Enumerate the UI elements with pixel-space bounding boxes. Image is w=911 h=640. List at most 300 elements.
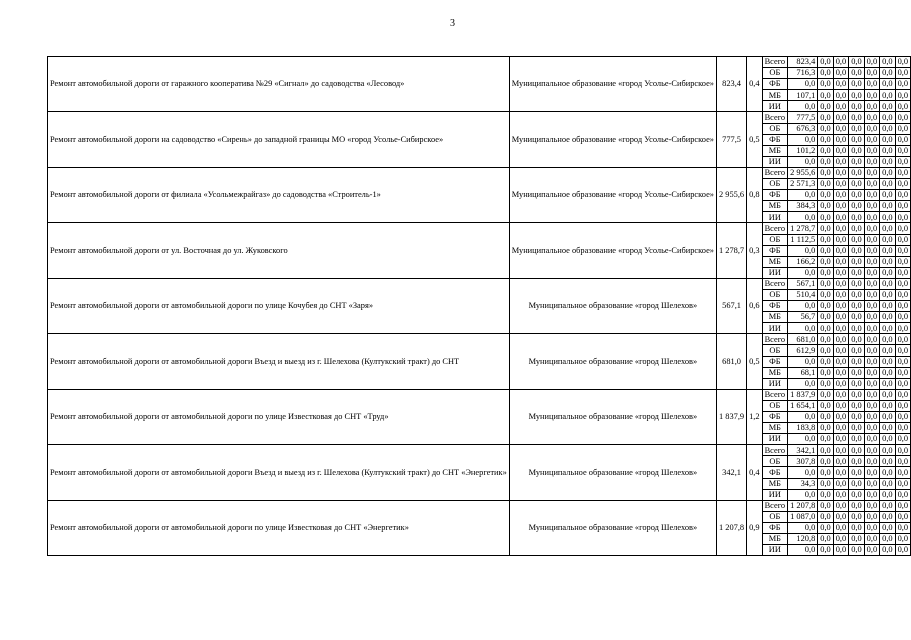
year-amount: 0,0 [864,167,879,178]
year-amount: 0,0 [864,134,879,145]
funding-source: ФБ [762,522,788,533]
year-amount: 0,0 [864,423,879,434]
year-amount: 0,0 [833,201,848,212]
year-amount: 0,0 [818,201,833,212]
year-amount: 0,0 [833,145,848,156]
year-amount: 0,0 [833,301,848,312]
project-org: Муниципальное образование «город Шелехов» [509,389,716,444]
year-amount: 0,0 [895,245,910,256]
funding-source: МБ [762,256,788,267]
project-total: 1 278,7 [716,223,746,278]
year-amount: 0,0 [833,534,848,545]
year-amount: 0,0 [864,301,879,312]
year-amount: 0,0 [864,179,879,190]
year-amount: 0,0 [818,278,833,289]
funding-amount: 0,0 [788,156,818,167]
funding-source: ОБ [762,234,788,245]
funding-source: МБ [762,534,788,545]
year-amount: 0,0 [895,234,910,245]
project-total: 823,4 [716,57,746,112]
funding-source: ИИ [762,101,788,112]
project-name: Ремонт автомобильной дороги от ул. Восточная до ул. Жуковского [48,223,510,278]
year-amount: 0,0 [849,101,864,112]
year-amount: 0,0 [833,400,848,411]
year-amount: 0,0 [895,156,910,167]
funding-source: МБ [762,145,788,156]
funding-amount: 823,4 [788,57,818,68]
year-amount: 0,0 [895,445,910,456]
funding-amount: 0,0 [788,434,818,445]
year-amount: 0,0 [864,545,879,556]
year-amount: 0,0 [880,345,895,356]
year-amount: 0,0 [818,323,833,334]
year-amount: 0,0 [849,445,864,456]
year-amount: 0,0 [880,423,895,434]
year-amount: 0,0 [833,467,848,478]
year-amount: 0,0 [818,101,833,112]
year-amount: 0,0 [849,522,864,533]
funding-amount: 2 955,6 [788,167,818,178]
project-length: 0,8 [747,167,762,222]
year-amount: 0,0 [864,378,879,389]
year-amount: 0,0 [895,101,910,112]
year-amount: 0,0 [818,145,833,156]
year-amount: 0,0 [818,79,833,90]
year-amount: 0,0 [895,323,910,334]
year-amount: 0,0 [818,179,833,190]
year-amount: 0,0 [895,223,910,234]
year-amount: 0,0 [833,156,848,167]
project-org: Муниципальное образование «город Усолье-Сибирское» [509,57,716,112]
funding-source: МБ [762,478,788,489]
funding-source: Всего [762,112,788,123]
year-amount: 0,0 [818,267,833,278]
year-amount: 0,0 [833,378,848,389]
year-amount: 0,0 [818,312,833,323]
year-amount: 0,0 [818,90,833,101]
year-amount: 0,0 [818,400,833,411]
year-amount: 0,0 [833,90,848,101]
year-amount: 0,0 [864,412,879,423]
year-amount: 0,0 [833,434,848,445]
project-org: Муниципальное образование «город Усолье-Сибирское» [509,167,716,222]
funding-amount: 676,3 [788,123,818,134]
year-amount: 0,0 [849,356,864,367]
funding-amount: 0,0 [788,545,818,556]
year-amount: 0,0 [849,323,864,334]
funding-amount: 0,0 [788,79,818,90]
year-amount: 0,0 [833,212,848,223]
year-amount: 0,0 [864,334,879,345]
year-amount: 0,0 [818,57,833,68]
year-amount: 0,0 [880,545,895,556]
year-amount: 0,0 [895,522,910,533]
year-amount: 0,0 [895,456,910,467]
year-amount: 0,0 [864,289,879,300]
year-amount: 0,0 [880,356,895,367]
funding-source: Всего [762,223,788,234]
funding-source: Всего [762,389,788,400]
year-amount: 0,0 [864,256,879,267]
project-org: Муниципальное образование «город Шелехов» [509,445,716,500]
funding-amount: 2 571,3 [788,179,818,190]
year-amount: 0,0 [880,412,895,423]
year-amount: 0,0 [895,68,910,79]
year-amount: 0,0 [849,245,864,256]
project-name: Ремонт автомобильной дороги от автомобильной дороги по улице Кочубея до СНТ «Заря» [48,278,510,333]
funding-amount: 68,1 [788,367,818,378]
year-amount: 0,0 [849,434,864,445]
year-amount: 0,0 [880,323,895,334]
funding-amount: 0,0 [788,489,818,500]
year-amount: 0,0 [895,301,910,312]
funding-amount: 0,0 [788,245,818,256]
year-amount: 0,0 [818,534,833,545]
year-amount: 0,0 [849,79,864,90]
funding-amount: 1 112,5 [788,234,818,245]
table-row [48,445,911,456]
year-amount: 0,0 [895,356,910,367]
project-org: Муниципальное образование «город Шелехов» [509,334,716,389]
funding-source: Всего [762,278,788,289]
year-amount: 0,0 [818,212,833,223]
year-amount: 0,0 [849,134,864,145]
year-amount: 0,0 [818,367,833,378]
year-amount: 0,0 [818,445,833,456]
funding-amount: 0,0 [788,267,818,278]
year-amount: 0,0 [833,57,848,68]
funding-source: ИИ [762,378,788,389]
table-row [48,278,911,289]
project-total: 777,5 [716,112,746,167]
year-amount: 0,0 [880,245,895,256]
year-amount: 0,0 [833,445,848,456]
project-length: 0,3 [747,223,762,278]
year-amount: 0,0 [849,234,864,245]
year-amount: 0,0 [880,367,895,378]
year-amount: 0,0 [864,57,879,68]
year-amount: 0,0 [818,434,833,445]
year-amount: 0,0 [880,90,895,101]
year-amount: 0,0 [833,68,848,79]
year-amount: 0,0 [833,522,848,533]
year-amount: 0,0 [880,112,895,123]
funding-amount: 777,5 [788,112,818,123]
year-amount: 0,0 [818,68,833,79]
year-amount: 0,0 [849,511,864,522]
year-amount: 0,0 [849,223,864,234]
funding-amount: 107,1 [788,90,818,101]
project-length: 0,5 [747,112,762,167]
year-amount: 0,0 [818,489,833,500]
year-amount: 0,0 [895,334,910,345]
year-amount: 0,0 [849,467,864,478]
project-org: Муниципальное образование «город Усолье-Сибирское» [509,112,716,167]
year-amount: 0,0 [833,478,848,489]
year-amount: 0,0 [849,167,864,178]
year-amount: 0,0 [833,278,848,289]
year-amount: 0,0 [864,445,879,456]
year-amount: 0,0 [880,123,895,134]
funding-source: ОБ [762,179,788,190]
project-total: 681,0 [716,334,746,389]
year-amount: 0,0 [833,367,848,378]
year-amount: 0,0 [864,234,879,245]
year-amount: 0,0 [895,190,910,201]
funding-source: ОБ [762,123,788,134]
year-amount: 0,0 [818,511,833,522]
year-amount: 0,0 [880,478,895,489]
year-amount: 0,0 [864,345,879,356]
year-amount: 0,0 [818,234,833,245]
funding-amount: 0,0 [788,356,818,367]
year-amount: 0,0 [864,112,879,123]
funding-source: ФБ [762,190,788,201]
year-amount: 0,0 [818,245,833,256]
funding-amount: 0,0 [788,101,818,112]
year-amount: 0,0 [818,256,833,267]
year-amount: 0,0 [864,456,879,467]
year-amount: 0,0 [818,123,833,134]
year-amount: 0,0 [880,445,895,456]
year-amount: 0,0 [818,223,833,234]
year-amount: 0,0 [880,167,895,178]
project-total: 1 837,9 [716,389,746,444]
year-amount: 0,0 [849,68,864,79]
year-amount: 0,0 [895,79,910,90]
year-amount: 0,0 [849,179,864,190]
year-amount: 0,0 [849,156,864,167]
year-amount: 0,0 [849,123,864,134]
table-row [48,389,911,400]
year-amount: 0,0 [864,190,879,201]
funding-amount: 0,0 [788,190,818,201]
year-amount: 0,0 [833,256,848,267]
year-amount: 0,0 [864,79,879,90]
year-amount: 0,0 [895,423,910,434]
year-amount: 0,0 [880,190,895,201]
year-amount: 0,0 [864,312,879,323]
year-amount: 0,0 [880,334,895,345]
project-name: Ремонт автомобильной дороги от филиала «Усольмежрайгаз» до садоводства «Строитель-1» [48,167,510,222]
year-amount: 0,0 [880,156,895,167]
year-amount: 0,0 [833,312,848,323]
project-total: 567,1 [716,278,746,333]
year-amount: 0,0 [864,212,879,223]
year-amount: 0,0 [849,57,864,68]
year-amount: 0,0 [895,134,910,145]
year-amount: 0,0 [864,267,879,278]
project-org: Муниципальное образование «город Усолье-Сибирское» [509,223,716,278]
year-amount: 0,0 [864,367,879,378]
year-amount: 0,0 [880,201,895,212]
funding-source: ФБ [762,245,788,256]
project-name: Ремонт автомобильной дороги от автомобильной дороги по улице Известковая до СНТ «Энергетик» [48,500,510,555]
year-amount: 0,0 [849,289,864,300]
year-amount: 0,0 [849,312,864,323]
funding-source: ИИ [762,545,788,556]
year-amount: 0,0 [864,389,879,400]
year-amount: 0,0 [895,467,910,478]
funding-amount: 0,0 [788,522,818,533]
funding-source: ФБ [762,467,788,478]
year-amount: 0,0 [849,145,864,156]
year-amount: 0,0 [895,123,910,134]
year-amount: 0,0 [880,489,895,500]
year-amount: 0,0 [818,134,833,145]
year-amount: 0,0 [849,256,864,267]
funding-source: ИИ [762,323,788,334]
year-amount: 0,0 [833,134,848,145]
year-amount: 0,0 [849,423,864,434]
year-amount: 0,0 [895,179,910,190]
funding-source: ИИ [762,156,788,167]
funding-amount: 342,1 [788,445,818,456]
year-amount: 0,0 [818,423,833,434]
year-amount: 0,0 [864,68,879,79]
year-amount: 0,0 [864,511,879,522]
year-amount: 0,0 [895,145,910,156]
year-amount: 0,0 [833,179,848,190]
year-amount: 0,0 [818,378,833,389]
year-amount: 0,0 [818,412,833,423]
year-amount: 0,0 [880,312,895,323]
funding-amount: 1 278,7 [788,223,818,234]
year-amount: 0,0 [818,289,833,300]
year-amount: 0,0 [895,489,910,500]
year-amount: 0,0 [833,545,848,556]
year-amount: 0,0 [864,201,879,212]
year-amount: 0,0 [818,112,833,123]
funding-amount: 0,0 [788,134,818,145]
funding-source: МБ [762,367,788,378]
year-amount: 0,0 [864,245,879,256]
project-length: 0,6 [747,278,762,333]
funding-amount: 0,0 [788,467,818,478]
year-amount: 0,0 [880,234,895,245]
year-amount: 0,0 [849,400,864,411]
year-amount: 0,0 [849,456,864,467]
year-amount: 0,0 [864,478,879,489]
page-number: 3 [450,18,455,29]
year-amount: 0,0 [864,145,879,156]
year-amount: 0,0 [849,545,864,556]
year-amount: 0,0 [833,511,848,522]
year-amount: 0,0 [880,57,895,68]
funding-source: Всего [762,445,788,456]
year-amount: 0,0 [880,500,895,511]
year-amount: 0,0 [864,356,879,367]
table-row [48,500,911,511]
year-amount: 0,0 [895,167,910,178]
year-amount: 0,0 [895,90,910,101]
funding-source: ФБ [762,79,788,90]
project-org: Муниципальное образование «город Шелехов» [509,500,716,555]
year-amount: 0,0 [895,367,910,378]
table-row [48,167,911,178]
funding-source: Всего [762,334,788,345]
funding-source: МБ [762,312,788,323]
funding-amount: 101,2 [788,145,818,156]
funding-amount: 1 087,0 [788,511,818,522]
funding-source: ОБ [762,511,788,522]
funding-source: ФБ [762,412,788,423]
project-length: 0,5 [747,334,762,389]
funding-source: ФБ [762,301,788,312]
year-amount: 0,0 [818,522,833,533]
project-length: 0,4 [747,445,762,500]
year-amount: 0,0 [880,267,895,278]
funding-amount: 1 654,1 [788,400,818,411]
year-amount: 0,0 [849,534,864,545]
table-row [48,334,911,345]
funding-amount: 56,7 [788,312,818,323]
funding-source: ФБ [762,134,788,145]
table-row [48,112,911,123]
year-amount: 0,0 [880,434,895,445]
table-body [48,57,911,556]
funding-amount: 1 837,9 [788,389,818,400]
year-amount: 0,0 [849,112,864,123]
funding-source: МБ [762,201,788,212]
funding-source: МБ [762,423,788,434]
year-amount: 0,0 [880,212,895,223]
funding-source: ОБ [762,345,788,356]
year-amount: 0,0 [849,389,864,400]
year-amount: 0,0 [880,68,895,79]
year-amount: 0,0 [864,534,879,545]
project-name: Ремонт автомобильной дороги от гаражного кооператива №29 «Сигнал» до садоводства «Лесовод» [48,57,510,112]
year-amount: 0,0 [895,112,910,123]
year-amount: 0,0 [880,389,895,400]
year-amount: 0,0 [895,378,910,389]
year-amount: 0,0 [818,345,833,356]
year-amount: 0,0 [818,356,833,367]
year-amount: 0,0 [833,190,848,201]
project-name: Ремонт автомобильной дороги от автомобильной дороги по улице Известковая до СНТ «Труд» [48,389,510,444]
year-amount: 0,0 [880,289,895,300]
project-total: 1 207,8 [716,500,746,555]
project-name: Ремонт автомобильной дороги на садоводство «Сирень» до западной границы МО «город Усолье-Сибирское» [48,112,510,167]
funding-amount: 307,8 [788,456,818,467]
year-amount: 0,0 [833,356,848,367]
year-amount: 0,0 [880,467,895,478]
year-amount: 0,0 [880,522,895,533]
year-amount: 0,0 [895,57,910,68]
table-row [48,223,911,234]
year-amount: 0,0 [895,267,910,278]
year-amount: 0,0 [849,478,864,489]
year-amount: 0,0 [849,201,864,212]
year-amount: 0,0 [880,179,895,190]
year-amount: 0,0 [833,79,848,90]
funding-source: ОБ [762,400,788,411]
year-amount: 0,0 [895,278,910,289]
funding-amount: 384,3 [788,201,818,212]
year-amount: 0,0 [833,234,848,245]
year-amount: 0,0 [833,323,848,334]
funding-amount: 0,0 [788,378,818,389]
funding-amount: 612,9 [788,345,818,356]
year-amount: 0,0 [849,412,864,423]
year-amount: 0,0 [833,500,848,511]
year-amount: 0,0 [864,489,879,500]
funding-amount: 0,0 [788,323,818,334]
year-amount: 0,0 [864,323,879,334]
year-amount: 0,0 [880,134,895,145]
year-amount: 0,0 [880,534,895,545]
year-amount: 0,0 [833,289,848,300]
